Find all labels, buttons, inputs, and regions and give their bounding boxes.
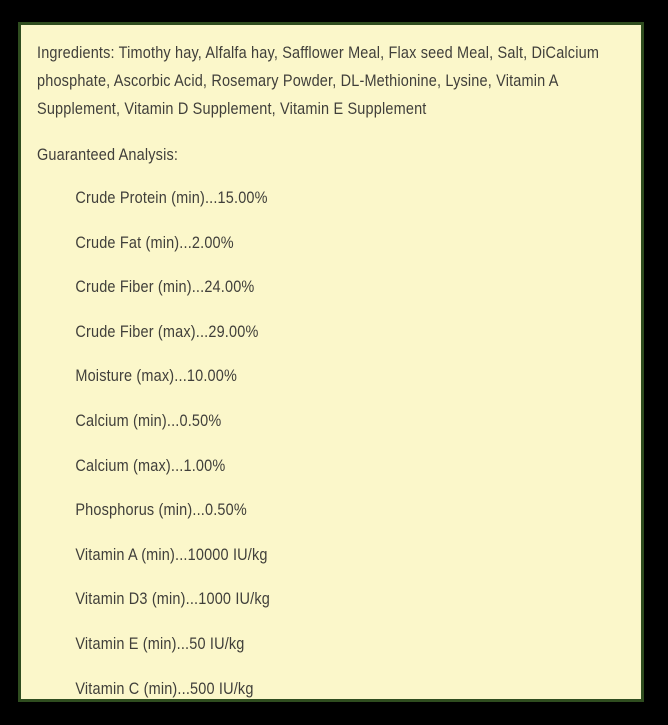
analysis-item-label: Vitamin D3 (min)	[75, 589, 186, 609]
analysis-item	[75, 496, 625, 524]
analysis-item-value: 1.00%	[183, 455, 226, 475]
analysis-item-value: 24.00%	[204, 277, 255, 297]
analysis-item-value: 1000 IU/kg	[198, 589, 271, 609]
analysis-item-label: Calcium (max)	[75, 455, 171, 475]
analysis-item-value: 10.00%	[186, 366, 238, 386]
analysis-item-value: 10000 IU/kg	[187, 544, 268, 564]
analysis-item-label: Vitamin E (min)	[75, 633, 177, 653]
analysis-item-separator: ...	[166, 410, 180, 430]
analysis-item-separator: ...	[174, 366, 187, 386]
analysis-item-label: Crude Fat (min)	[75, 232, 180, 252]
analysis-item	[75, 229, 625, 257]
analysis-item	[75, 407, 625, 435]
analysis-item-label: Crude Fiber (max)	[75, 321, 196, 341]
ingredients-line: Ingredients: Timothy hay, Alfalfa hay, Safflower Meal, Flax seed Meal, Salt, DiCalcium	[37, 43, 600, 62]
analysis-item	[75, 630, 625, 658]
analysis-item-label: Phosphorus (min)	[75, 500, 193, 520]
analysis-item-value: 29.00%	[208, 321, 259, 341]
analysis-item-value: 50 IU/kg	[189, 633, 245, 653]
analysis-item-value: 500 IU/kg	[190, 678, 254, 698]
analysis-item	[75, 541, 625, 569]
analysis-item	[75, 675, 625, 702]
analysis-item	[75, 318, 625, 346]
panel-content	[37, 39, 625, 702]
analysis-item-separator: ...	[179, 232, 192, 252]
ingredients-line: Supplement, Vitamin D Supplement, Vitamin E Supplement	[37, 99, 427, 118]
analysis-item	[75, 273, 625, 301]
analysis-item-label: Calcium (min)	[75, 410, 167, 430]
analysis-item-separator: ...	[191, 277, 205, 297]
ingredients-paragraph	[37, 39, 625, 123]
analysis-item-label: Vitamin A (min)	[75, 544, 176, 564]
analysis-item-label: Vitamin C (min)	[75, 678, 178, 698]
analysis-item	[75, 585, 625, 613]
analysis-item-separator: ...	[177, 678, 191, 698]
analysis-item-value: 0.50%	[204, 500, 247, 520]
analysis-item	[75, 184, 625, 212]
analysis-item-separator: ...	[176, 633, 190, 653]
analysis-item-separator: ...	[195, 321, 209, 341]
analysis-item-separator: ...	[185, 589, 199, 609]
guaranteed-analysis-heading: Guaranteed Analysis:	[37, 145, 179, 164]
analysis-item-separator: ...	[192, 500, 205, 520]
analysis-item-value: 2.00%	[191, 232, 234, 252]
analysis-item-separator: ...	[170, 455, 184, 475]
analysis-item-value: 15.00%	[217, 188, 268, 207]
nutrition-info-panel	[18, 22, 644, 702]
analysis-item-label: Crude Protein (min)	[75, 188, 205, 207]
analysis-list	[37, 184, 625, 702]
analysis-item	[75, 362, 625, 390]
analysis-item-label: Crude Fiber (min)	[75, 277, 192, 297]
ingredients-line: phosphate, Ascorbic Acid, Rosemary Powder, DL-Methionine, Lysine, Vitamin A	[37, 71, 559, 90]
analysis-item-separator: ...	[175, 544, 188, 564]
analysis-item	[75, 452, 625, 480]
analysis-item-separator: ...	[204, 188, 218, 207]
analysis-item-value: 0.50%	[179, 410, 222, 430]
analysis-item-label: Moisture (max)	[75, 366, 175, 386]
